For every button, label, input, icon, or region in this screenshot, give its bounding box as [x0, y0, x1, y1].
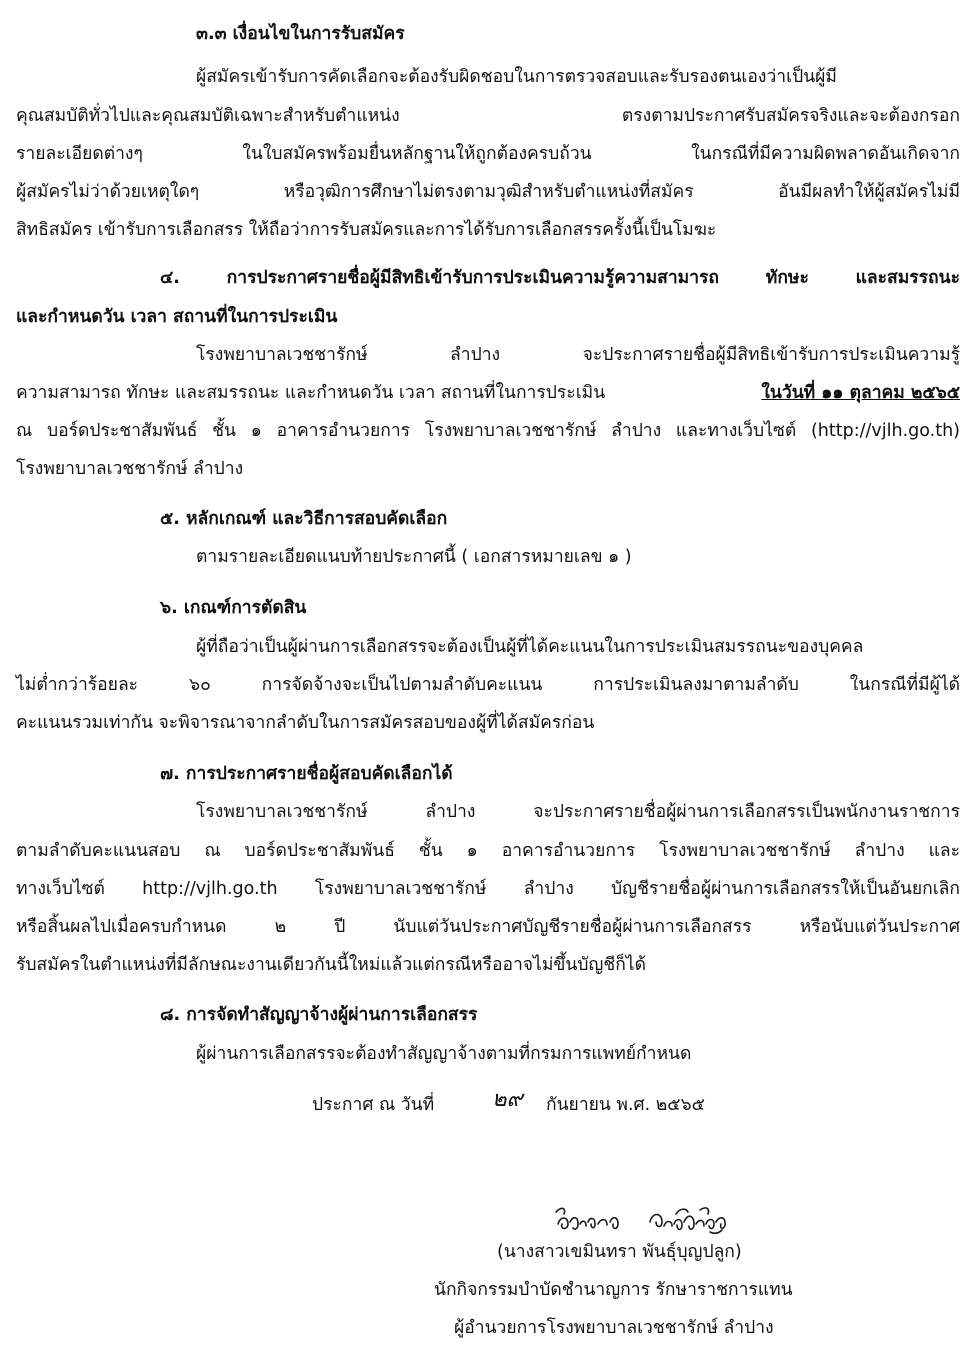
announcement-date: ในวันที่ ๑๑ ตุลาคม ๒๕๖๕ — [761, 383, 960, 403]
section-4-heading-line-1: ๔. การประกาศรายชื่อผู้มีสิทธิเข้ารับการประเมินความรู้ความสามารถ ทักษะ และสมรรถนะ — [160, 268, 960, 288]
section-3-3-line-1: ผู้สมัครเข้ารับการคัดเลือกจะต้องรับผิดชอบในการตรวจสอบและรับรองตนเองว่าเป็นผู้มี — [196, 67, 837, 87]
handwritten-signature — [550, 1200, 780, 1240]
section-3-3-line-2: คุณสมบัติทั่วไปและคุณสมบัติเฉพาะสำหรับตำแหน่ง ตรงตามประกาศรับสมัครจริงและจะต้องกรอก — [16, 106, 960, 126]
section-7-line-5: รับสมัครในตำแหน่งที่มีลักษณะงานเดียวกันนี้ใหม่แล้วแต่กรณีหรืออาจไม่ขึ้นบัญชีก็ได้ — [16, 955, 646, 975]
section-6-heading: ๖. เกณฑ์การตัดสิน — [160, 598, 307, 618]
section-5-line-1: ตามรายละเอียดแนบท้ายประกาศนี้ ( เอกสารหมายเลข ๑ ) — [196, 547, 632, 567]
section-5-heading: ๕. หลักเกณฑ์ และวิธีการสอบคัดเลือก — [160, 509, 448, 529]
section-7-heading: ๗. การประกาศรายชื่อผู้สอบคัดเลือกได้ — [160, 764, 453, 784]
section-4-line-2-text: ความสามารถ ทักษะ และสมรรถนะ และกำหนดวัน เวลา สถานที่ในการประเมิน — [16, 383, 606, 403]
section-4-line-3: ณ บอร์ดประชาสัมพันธ์ ชั้น ๑ อาคารอำนวยการ โรงพยาบาลเวชชารักษ์ ลำปาง และทางเว็บไซต์ (http://vjlh.go.th) — [16, 421, 960, 441]
section-4-heading-line-2: และกำหนดวัน เวลา สถานที่ในการประเมิน — [16, 307, 338, 327]
section-7-line-4: หรือสิ้นผลไปเมื่อครบกำหนด ๒ ปี นับแต่วันประกาศบัญชีรายชื่อผู้ผ่านการเลือกสรร หรือนับแต่วันประกาศ — [16, 917, 960, 937]
section-7-line-2: ตามลำดับคะแนนสอบ ณ บอร์ดประชาสัมพันธ์ ชั้น ๑ อาคารอำนวยการ โรงพยาบาลเวชชารักษ์ ลำปาง และ — [16, 841, 960, 861]
announcement-date-suffix: กันยายน พ.ศ. ๒๕๖๕ — [546, 1095, 705, 1115]
section-8-line-1: ผู้ผ่านการเลือกสรรจะต้องทำสัญญาจ้างตามที่กรมการแพทย์กำหนด — [196, 1044, 692, 1064]
section-4-line-2 — [16, 381, 960, 405]
section-4-line-1: โรงพยาบาลเวชชารักษ์ ลำปาง จะประกาศรายชื่อผู้มีสิทธิเข้ารับการประเมินความรู้ — [196, 345, 960, 365]
section-6-line-3: คะแนนรวมเท่ากัน จะพิจารณาจากลำดับในการสมัครสอบของผู้ที่ได้สมัครก่อน — [16, 713, 595, 733]
announcement-date-prefix: ประกาศ ณ วันที่ — [312, 1095, 435, 1115]
section-4-line-4: โรงพยาบาลเวชชารักษ์ ลำปาง — [16, 459, 244, 479]
section-3-3-line-3: รายละเอียดต่างๆ ในใบสมัครพร้อมยื่นหลักฐานให้ถูกต้องครบถ้วน ในกรณีที่มีความผิดพลาดอันเกิดจาก — [16, 144, 960, 164]
section-6-line-2: ไม่ต่ำกว่าร้อยละ ๖๐ การจัดจ้างจะเป็นไปตามลำดับคะแนน การประเมินลงมาตามลำดับ ในกรณีที่มีผู้ได้ — [16, 675, 960, 695]
section-6-line-1: ผู้ที่ถือว่าเป็นผู้ผ่านการเลือกสรรจะต้องเป็นผู้ที่ได้คะแนนในการประเมินสมรรถนะของบุคคล — [196, 637, 864, 657]
section-7-line-3: ทางเว็บไซต์ http://vjlh.go.th โรงพยาบาลเวชชารักษ์ ลำปาง บัญชีรายชื่อผู้ผ่านการเลือกสรรให้เป็นอันยกเลิก — [16, 879, 960, 899]
handwritten-day: ๒๙ — [492, 1087, 523, 1112]
signatory-name: (นางสาวเขมินทรา พันธุ์บุญปลูก) — [497, 1242, 742, 1262]
section-3-3-line-4: ผู้สมัครไม่ว่าด้วยเหตุใดๆ หรือวุฒิการศึกษาไม่ตรงตามวุฒิสำหรับตำแหน่งที่สมัคร อันมีผลทำให้ผู้สมัครไม่มี — [16, 182, 960, 202]
section-3-3-heading: ๓.๓ เงื่อนไขในการรับสมัคร — [196, 24, 405, 44]
signatory-position-1: นักกิจกรรมบำบัดชำนาญการ รักษาราชการแทน — [434, 1280, 793, 1300]
signatory-position-2: ผู้อำนวยการโรงพยาบาลเวชชารักษ์ ลำปาง — [454, 1318, 774, 1338]
section-7-line-1: โรงพยาบาลเวชชารักษ์ ลำปาง จะประกาศรายชื่อผู้ผ่านการเลือกสรรเป็นพนักงานราชการ — [196, 802, 960, 822]
section-8-heading: ๘. การจัดทำสัญญาจ้างผู้ผ่านการเลือกสรร — [160, 1005, 478, 1025]
section-3-3-line-5: สิทธิสมัคร เข้ารับการเลือกสรร ให้ถือว่าการรับสมัครและการได้รับการเลือกสรรครั้งนี้เป็นโมฆะ — [16, 220, 717, 240]
